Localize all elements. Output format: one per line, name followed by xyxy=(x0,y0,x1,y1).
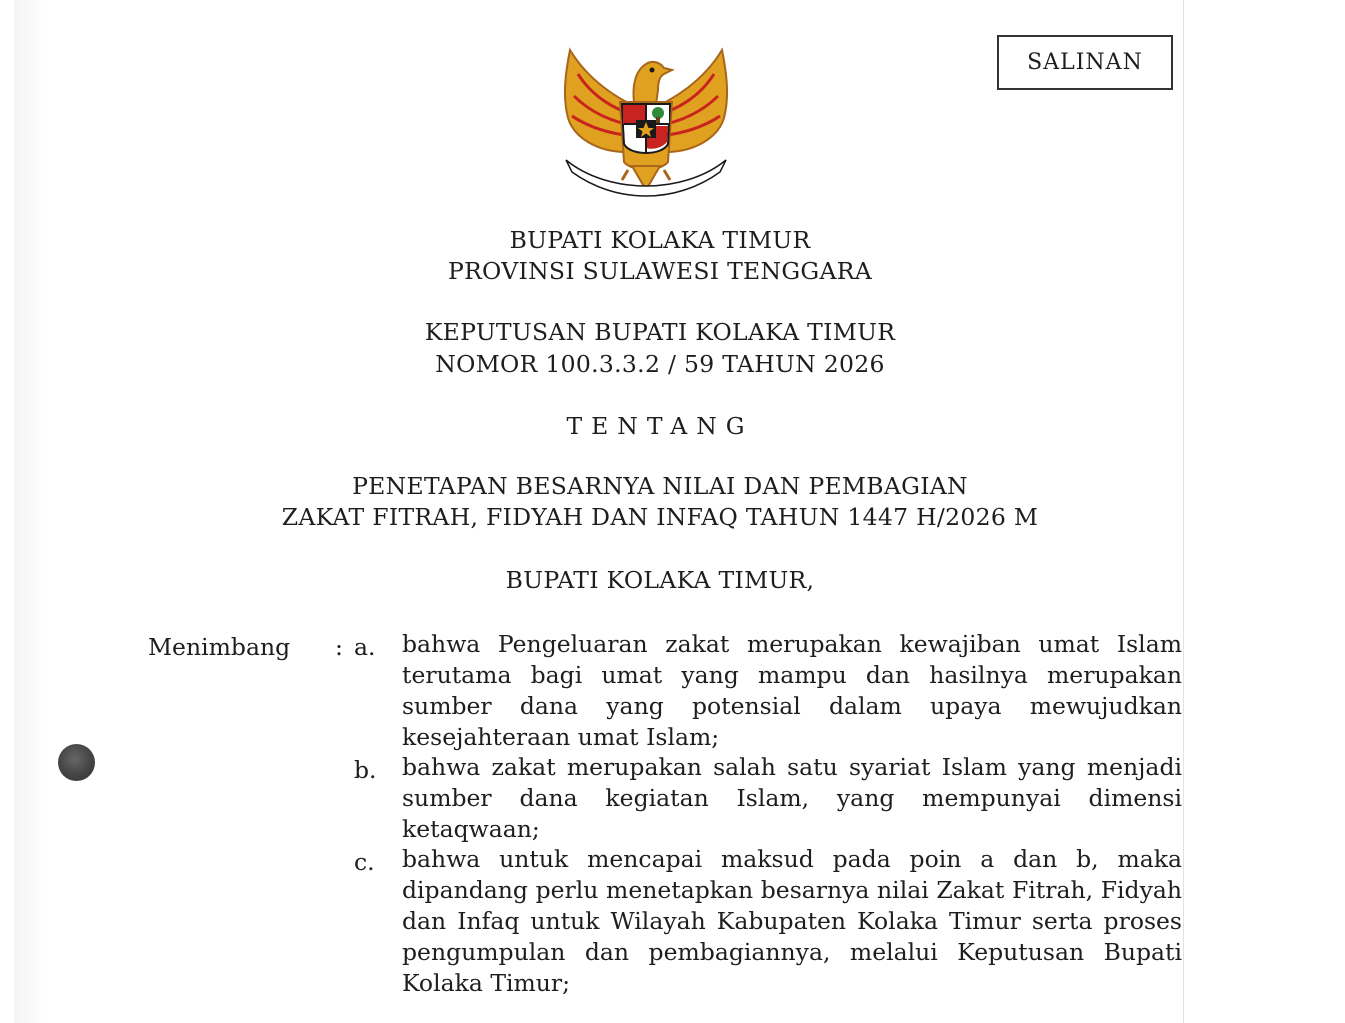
clause-c-text: bahwa untuk mencapai maksud pada poin a dan b, maka dipandang perlu menetapkan besarnya nilai Zakat Fitrah, Fidyah dan Infaq untuk Wilayah Kabupaten Kolaka Timur serta proses pengumpulan dan pembagiannya, melalui Keputusan Bupati Kolaka Timur; xyxy=(402,845,1182,997)
authority-line: BUPATI KOLAKA TIMUR, xyxy=(505,566,815,594)
considering-label: Menimbang xyxy=(148,633,291,661)
subject-line-1: PENETAPAN BESARNYA NILAI DAN PEMBAGIAN xyxy=(352,472,968,500)
clause-b-text: bahwa zakat merupakan salah satu syariat Islam yang menjadi sumber dana kegiatan Islam, yang mempunyai dimensi ketaqwaan; xyxy=(402,753,1182,843)
punch-hole xyxy=(58,744,95,781)
header-regent: BUPATI KOLAKA TIMUR xyxy=(509,226,811,254)
considering-colon: : xyxy=(335,633,343,661)
page-right-edge xyxy=(1183,0,1184,1023)
scan-left-shadow xyxy=(14,0,44,1023)
clause-letter-b: b. xyxy=(354,756,377,784)
decree-number: NOMOR 100.3.3.2 / 59 TAHUN 2026 xyxy=(435,350,885,378)
subject-line-2: ZAKAT FITRAH, FIDYAH DAN INFAQ TAHUN 1447 H/2026 M xyxy=(281,503,1039,531)
stamp-text: SALINAN xyxy=(1027,50,1143,75)
garuda-pancasila-emblem-icon xyxy=(548,40,744,200)
clause-letter-c: c. xyxy=(354,848,375,876)
clause-a-text: bahwa Pengeluaran zakat merupakan kewajiban umat Islam terutama bagi umat yang mampu dan hasilnya merupakan sumber dana yang potensial dalam upaya mewujudkan kesejahteraan umat Islam; xyxy=(402,630,1182,751)
header-province: PROVINSI SULAWESI TENGGARA xyxy=(447,257,873,285)
about-heading: TENTANG xyxy=(566,412,754,440)
salinan-stamp xyxy=(997,35,1173,90)
clause-letter-a: a. xyxy=(354,633,376,661)
decree-title: KEPUTUSAN BUPATI KOLAKA TIMUR xyxy=(424,318,896,346)
